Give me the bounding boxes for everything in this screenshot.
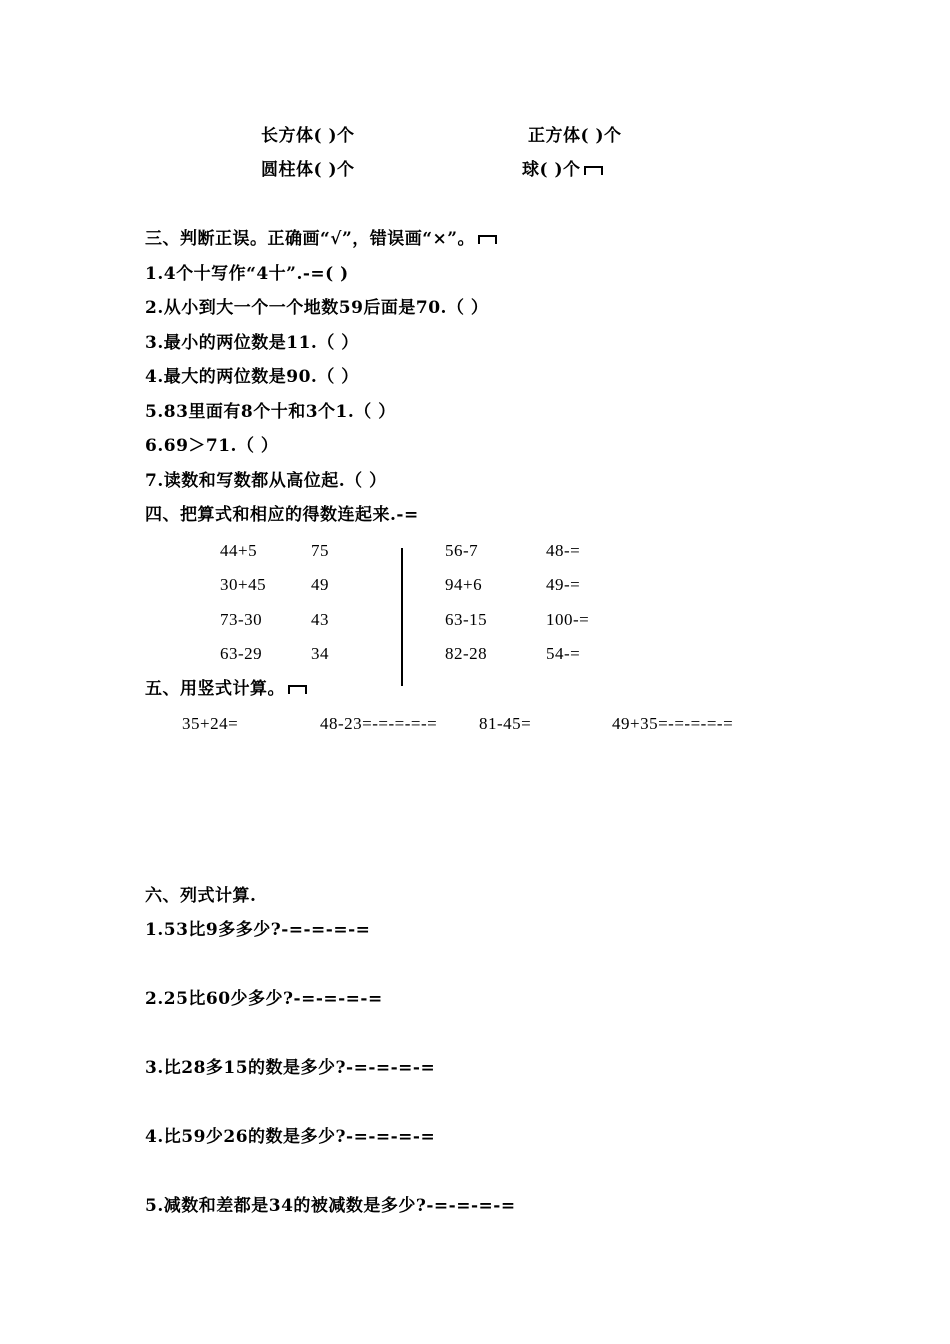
left-expr-3: 73-30 xyxy=(220,610,263,629)
sphere-count: 球( )个 xyxy=(522,159,603,181)
right-result-3: 100-= xyxy=(546,610,590,629)
word-problem-4: 4.比59少26的数是多少?-=-=-=-= xyxy=(145,1127,436,1147)
left-expr-1: 44+5 xyxy=(220,541,258,560)
vertical-calc-2: 48-23=-=-=-=-= xyxy=(320,714,438,733)
cylinder-count: 圆柱体( )个 xyxy=(261,160,355,180)
scan-mark-icon xyxy=(584,166,603,175)
judge-item-6: 6.69＞71.（ ） xyxy=(145,436,279,456)
cuboid-count: 长方体( )个 xyxy=(261,126,355,146)
judge-item-3: 3.最小的两位数是11.（ ） xyxy=(145,333,359,353)
section5-title: 五、用竖式计算。 xyxy=(145,678,307,700)
scan-mark-icon xyxy=(478,235,497,244)
left-result-2: 49 xyxy=(311,575,329,594)
section4-title: 四、把算式和相应的得数连起来.-= xyxy=(145,505,419,525)
word-problem-2: 2.25比60少多少?-=-=-=-= xyxy=(145,989,383,1009)
right-result-4: 54-= xyxy=(546,644,581,663)
cube-count: 正方体( )个 xyxy=(528,126,622,146)
judge-item-1: 1.4个十写作“4十”.-=( ) xyxy=(145,264,349,284)
left-expr-2: 30+45 xyxy=(220,575,267,594)
right-expr-2: 94+6 xyxy=(445,575,483,594)
left-result-1: 75 xyxy=(311,541,329,560)
judge-item-2: 2.从小到大一个一个地数59后面是70.（ ） xyxy=(145,298,489,318)
judge-item-7: 7.读数和写数都从高位起.（ ） xyxy=(145,471,387,491)
right-result-2: 49-= xyxy=(546,575,581,594)
word-problem-1: 1.53比9多多少?-=-=-=-= xyxy=(145,920,371,940)
right-expr-1: 56-7 xyxy=(445,541,479,560)
judge-item-5: 5.83里面有8个十和3个1.（ ） xyxy=(145,402,396,422)
vertical-calc-3: 81-45= xyxy=(479,714,532,733)
scan-mark-icon xyxy=(288,685,307,694)
left-result-3: 43 xyxy=(311,610,329,629)
right-expr-4: 82-28 xyxy=(445,644,488,663)
word-problem-5: 5.减数和差都是34的被减数是多少?-=-=-=-= xyxy=(145,1196,516,1216)
right-expr-3: 63-15 xyxy=(445,610,488,629)
section3-title: 三、判断正误。正确画“√”，错误画“×”。 xyxy=(145,228,497,250)
section6-title: 六、列式计算. xyxy=(145,886,257,906)
vertical-calc-4: 49+35=-=-=-=-= xyxy=(612,714,734,733)
left-result-4: 34 xyxy=(311,644,329,663)
left-expr-4: 63-29 xyxy=(220,644,263,663)
vertical-calc-1: 35+24= xyxy=(182,714,239,733)
word-problem-3: 3.比28多15的数是多少?-=-=-=-= xyxy=(145,1058,436,1078)
judge-item-4: 4.最大的两位数是90.（ ） xyxy=(145,367,359,387)
right-result-1: 48-= xyxy=(546,541,581,560)
divider-line xyxy=(401,548,403,686)
